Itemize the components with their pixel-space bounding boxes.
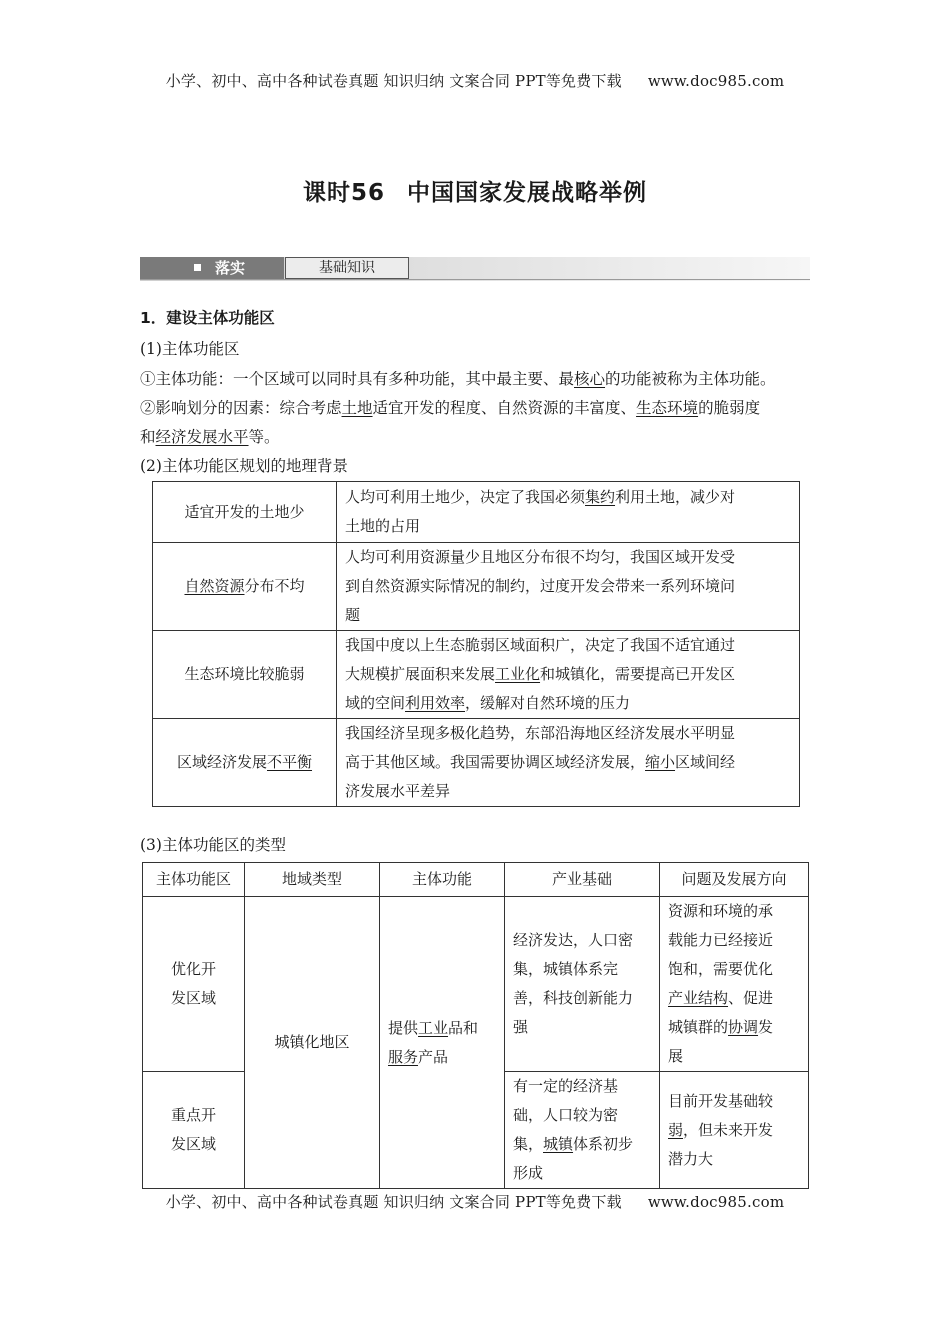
table-row: [153, 631, 800, 719]
text: 有一定的经济基 础，人口较为密 集，: [513, 1077, 619, 1153]
table-cell: [337, 482, 800, 543]
table-cell: 经济发达，人口密 集，城镇体系完 善，科技创新能力 强: [505, 897, 660, 1072]
column-header: 产业基础: [505, 863, 660, 897]
header-url: www.doc985.com: [647, 72, 785, 90]
table-cell: [153, 719, 337, 807]
text: 体系初步 形成: [513, 1135, 634, 1182]
subheading-3: (3)主体功能区的类型: [140, 836, 286, 854]
table-cell: 适宜开发的土地少: [153, 482, 337, 543]
table-cell: [380, 897, 505, 1189]
subheading-1: (1)主体功能区: [140, 340, 240, 358]
table-cell: [337, 719, 800, 807]
column-header: 主体功能: [380, 863, 505, 897]
table-cell: [505, 1072, 660, 1189]
column-header: 主体功能区: [143, 863, 245, 897]
table-header-row: [143, 863, 809, 897]
paragraph-1: [140, 367, 776, 389]
lesson-topic: 中国国家发展战略举例: [407, 180, 647, 206]
answer-blank: 经济发展水平: [155, 428, 249, 446]
table-cell: 重点开 发区域: [143, 1072, 245, 1189]
answer-blank: 核心: [574, 370, 606, 388]
text: 分布不均: [244, 577, 305, 595]
table-row: [153, 719, 800, 807]
answer-blank: 土地: [341, 399, 373, 417]
text: 和城镇化，需要提高已开发区 域的空间: [345, 665, 736, 712]
column-header: 问题及发展方向: [660, 863, 809, 897]
page-title: [0, 174, 950, 207]
answer-blank: 集约: [585, 488, 616, 506]
text: 等。: [248, 428, 280, 446]
paragraph-3: [140, 425, 280, 447]
text: ，缓解对自然环境的压力: [465, 694, 631, 712]
answer-blank: 服务: [388, 1047, 419, 1066]
heading-1: 1．建设主体功能区: [140, 309, 275, 327]
divider: [140, 279, 810, 280]
text: ②影响划分的因素：综合考虑: [140, 399, 342, 417]
text: 人均可利用土地少，决定了我国必须: [345, 488, 586, 506]
text: 提供: [388, 1018, 419, 1037]
text: 产品: [418, 1047, 449, 1066]
section-band-dark: [140, 257, 284, 279]
page-footer: [0, 1191, 950, 1212]
answer-blank: 自然资源: [184, 577, 245, 595]
answer-blank: 工业: [418, 1018, 449, 1037]
table-cell: [660, 897, 809, 1072]
subheading-2: (2)主体功能区规划的地理背景: [140, 457, 348, 475]
text: ①主体功能：一个区域可以同时具有多种功能，其中最主要、最: [140, 370, 575, 388]
text: 目前开发基础较: [668, 1091, 774, 1110]
table-cell: 城镇化地区: [245, 897, 380, 1189]
text: 品和: [448, 1018, 479, 1037]
text: 资源和环境的承 载能力已经接近 饱和，需要优化: [668, 902, 774, 978]
text: 的脆弱度: [698, 399, 761, 417]
answer-blank: 工业化: [495, 665, 541, 683]
text: 、促进 城镇群的: [668, 989, 774, 1036]
text: 发 展: [668, 1018, 774, 1065]
text: 区域经济发展: [176, 753, 267, 771]
answer-blank: 协调: [728, 1018, 759, 1036]
answer-blank: 生态环境: [636, 399, 699, 417]
answer-blank: 不平衡: [267, 753, 313, 771]
section-band-dark-label: 落实: [215, 259, 246, 277]
text: ，但未来开发 潜力大: [668, 1120, 774, 1168]
table-row: [153, 482, 800, 543]
section-band-light: [285, 257, 409, 279]
paragraph-2: [140, 396, 760, 418]
text: 区域间经 济发展水平差异: [345, 753, 736, 800]
table-row: [153, 543, 800, 631]
types-table: [142, 862, 809, 1189]
footer-url: www.doc985.com: [647, 1193, 785, 1211]
text: 的功能被称为主体功能。: [605, 370, 776, 388]
section-band-light-label: 基础知识: [319, 260, 375, 276]
lesson-number: 课时56: [302, 180, 385, 206]
text: 和: [140, 428, 156, 446]
answer-blank: 城镇: [543, 1135, 574, 1153]
text: 我国中度以上生态脆弱区域面积广，决定了我国不适宜通过 大规模扩展面积来发展: [345, 636, 736, 683]
answer-blank: 缩小: [645, 753, 676, 771]
table-cell: 优化开 发区域: [143, 897, 245, 1072]
table-cell: 人均可利用资源量少且地区分布很不均匀，我国区域开发受 到自然资源实际情况的制约，过度开发会带来一系列环境问 题: [337, 543, 800, 631]
background-table: [152, 481, 800, 807]
text: 我国经济呈现多极化趋势，东部沿海地区经济发展水平明显 高于其他区域。我国需要协调区域经济发展，: [345, 724, 736, 771]
table-cell: [153, 543, 337, 631]
answer-blank: 利用效率: [405, 694, 466, 712]
square-bullet-icon: [194, 264, 201, 271]
answer-blank: 弱: [668, 1120, 684, 1139]
text: 适宜开发的程度、自然资源的丰富度、: [372, 399, 637, 417]
table-cell: 生态环境比较脆弱: [153, 631, 337, 719]
text: 利用土地，减少对 土地的占用: [345, 488, 736, 535]
footer-text: 小学、初中、高中各种试卷真题 知识归纳 文案合同 PPT等免费下载: [165, 1193, 622, 1211]
table-cell: [337, 631, 800, 719]
column-header: 地域类型: [245, 863, 380, 897]
table-cell: [660, 1072, 809, 1189]
header-text: 小学、初中、高中各种试卷真题 知识归纳 文案合同 PPT等免费下载: [165, 72, 622, 90]
page-header: [0, 70, 950, 91]
answer-blank: 产业结构: [668, 989, 729, 1007]
table-row: [143, 897, 809, 1072]
